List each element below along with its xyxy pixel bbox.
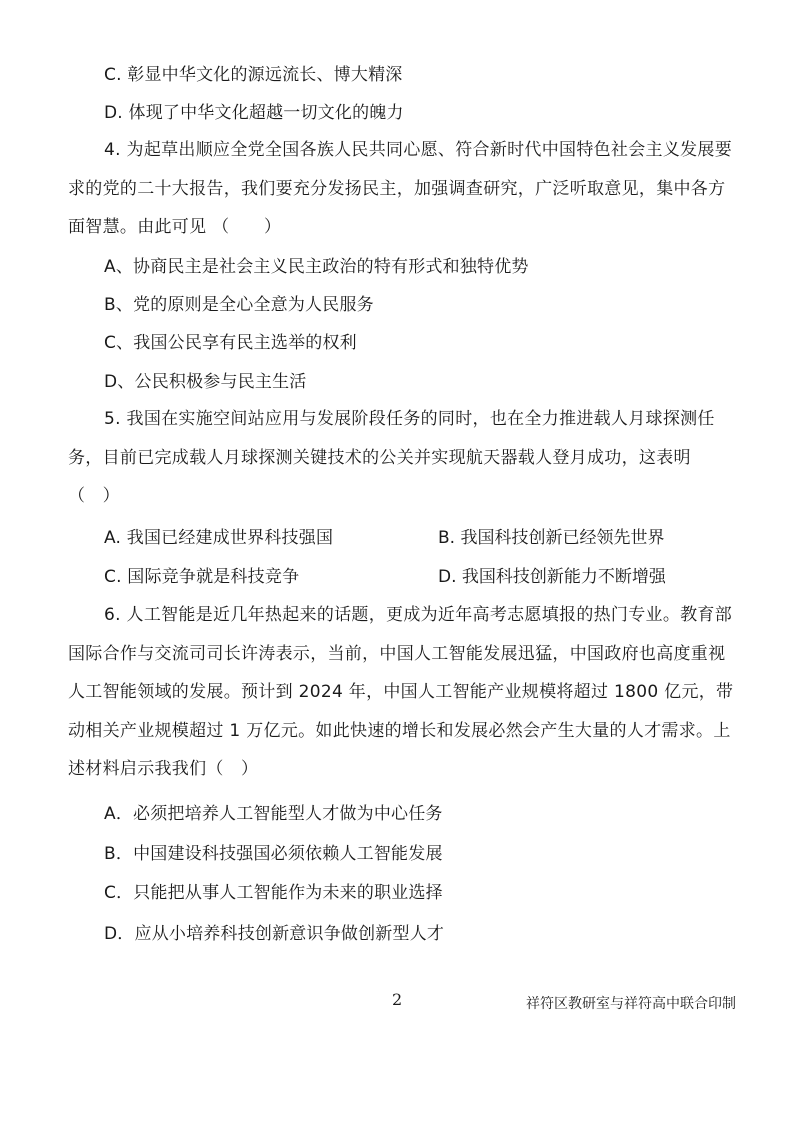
- q5-option-a: A. 我国已经建成世界科技强国: [104, 528, 334, 548]
- q4-option-c: C、我国公民享有民主选举的权利: [104, 333, 357, 353]
- q4-option-b: B、党的原则是全心全意为人民服务: [104, 295, 374, 315]
- q4-option-d: D、公民积极参与民主生活: [104, 372, 307, 392]
- q3-option-d: D. 体现了中华文化超越一切文化的魄力: [104, 103, 404, 123]
- q5-option-d: D. 我国科技创新能力不断增强: [438, 567, 666, 587]
- q6-option-a: A．必须把培养人工智能型人才做为中心任务: [104, 804, 443, 824]
- q5-option-c: C. 国际竞争就是科技竞争: [104, 567, 300, 587]
- q6-stem: 6. 人工智能是近几年热起来的话题，更成为近年高考志愿填报的热门专业。教育部国际合作与交流司司长许涛表示，当前，中国人工智能发展迅猛，中国政府也高度重视人工智能领域的发展。预计到 2024 年，中国人工智能产业规模将超过 1800 亿元，带动相关产业规模超过 1 万亿元。如此快速的增长和发展必然会产生大量的人才需求。上述材料启示我我们（ ）: [68, 605, 734, 779]
- q6-option-d: D．应从小培养科技创新意识争做创新型人才: [104, 924, 445, 944]
- q5-option-b: B. 我国科技创新已经领先世界: [438, 528, 665, 548]
- q4-option-a: A、协商民主是社会主义民主政治的特有形式和独特优势: [104, 257, 529, 277]
- q4-stem: 4. 为起草出顺应全党全国各族人民共同心愿、符合新时代中国特色社会主义发展要求的党的二十大报告，我们要充分发扬民主，加强调查研究，广泛听取意见，集中各方面智慧。由此可见 （ ）: [68, 140, 733, 237]
- q3-option-c: C. 彰显中华文化的源远流长、博大精深: [104, 65, 403, 85]
- page-number: 2: [392, 990, 403, 1009]
- printer-credit: 祥符区教研室与祥符高中联合印制: [526, 996, 736, 1012]
- q6-option-b: B．中国建设科技强国必须依赖人工智能发展: [104, 844, 443, 864]
- q5-stem: 5. 我国在实施空间站应用与发展阶段任务的同时，也在全力推进载人月球探测任务，目前已完成载人月球探测关键技术的公关并实现航天器载人登月成功，这表明 （ ）: [68, 409, 715, 506]
- q6-option-c: C．只能把从事人工智能作为未来的职业选择: [104, 883, 443, 903]
